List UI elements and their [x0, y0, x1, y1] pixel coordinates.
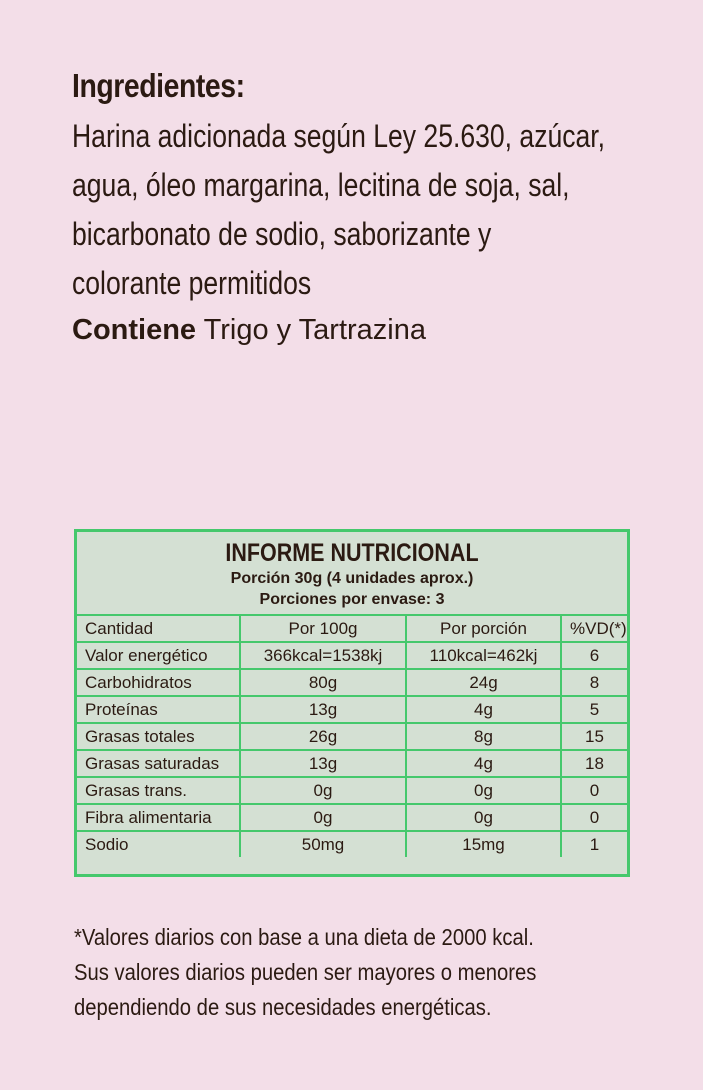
daily-value-percent: 6	[561, 642, 627, 669]
nutrient-name: Proteínas	[77, 696, 240, 723]
table-row	[77, 642, 627, 669]
footnote-line: dependiendo de sus necesidades energéticas.	[74, 994, 492, 1020]
per-serving-value: 8g	[406, 723, 561, 750]
per-serving-value: 15mg	[406, 831, 561, 857]
nutrition-facts-panel	[74, 529, 630, 877]
ingredients-line: colorante permitidos	[72, 265, 312, 301]
daily-value-percent: 0	[561, 777, 627, 804]
per-serving-value: 0g	[406, 777, 561, 804]
per-serving-value: 4g	[406, 750, 561, 777]
nutrient-name: Carbohidratos	[77, 669, 240, 696]
per-100g-value: 0g	[240, 777, 406, 804]
per-100g-value: 26g	[240, 723, 406, 750]
ingredients-line: Harina adicionada según Ley 25.630, azúcar,	[72, 118, 606, 154]
per-serving-value: 110kcal=462kj	[406, 642, 561, 669]
nutrition-title: INFORME NUTRICIONAL	[225, 539, 479, 567]
daily-value-percent: 18	[561, 750, 627, 777]
nutrient-name: Grasas totales	[77, 723, 240, 750]
daily-value-percent: 15	[561, 723, 627, 750]
per-100g-value: 0g	[240, 804, 406, 831]
nutrient-name: Grasas trans.	[77, 777, 240, 804]
column-header: Por porción	[406, 615, 561, 642]
per-100g-value: 50mg	[240, 831, 406, 857]
per-serving-value: 24g	[406, 669, 561, 696]
nutrient-name: Sodio	[77, 831, 240, 857]
daily-value-percent: 5	[561, 696, 627, 723]
ingredients-line: bicarbonato de sodio, saborizante y	[72, 216, 492, 252]
per-100g-value: 13g	[240, 750, 406, 777]
serving-size: Porción 30g (4 unidades aprox.)	[230, 570, 474, 587]
footnote-line: Sus valores diarios pueden ser mayores o menores	[74, 959, 537, 985]
daily-value-percent: 8	[561, 669, 627, 696]
table-row	[77, 696, 627, 723]
ingredients-list	[72, 112, 672, 308]
per-100g-value: 13g	[240, 696, 406, 723]
table-row	[77, 831, 627, 857]
column-header: Por 100g	[240, 615, 406, 642]
per-serving-value: 4g	[406, 696, 561, 723]
table-row	[77, 669, 627, 696]
table-header-row	[77, 615, 627, 642]
allergen-label: Contiene	[72, 314, 197, 346]
per-100g-value: 366kcal=1538kj	[240, 642, 406, 669]
table-row	[77, 777, 627, 804]
allergen-value: Trigo y Tartrazina	[196, 314, 427, 346]
per-serving-value: 0g	[406, 804, 561, 831]
nutrient-name: Fibra alimentaria	[77, 804, 240, 831]
allergen-statement	[72, 310, 672, 350]
daily-value-percent: 0	[561, 804, 627, 831]
nutrient-name: Grasas saturadas	[77, 750, 240, 777]
ingredients-line: agua, óleo margarina, lecitina de soja, sal,	[72, 167, 570, 203]
per-100g-value: 80g	[240, 669, 406, 696]
ingredients-section	[72, 66, 672, 350]
footnote-line: *Valores diarios con base a una dieta de 2000 kcal.	[74, 924, 534, 950]
column-header: Cantidad	[77, 615, 240, 642]
nutrition-table	[77, 614, 627, 857]
column-header: %VD(*)	[561, 615, 627, 642]
ingredients-title: Ingredientes:	[72, 67, 245, 104]
daily-value-percent: 1	[561, 831, 627, 857]
table-row	[77, 804, 627, 831]
nutrition-header	[77, 532, 627, 614]
servings-per-container: Porciones por envase: 3	[259, 591, 445, 608]
nutrient-name: Valor energético	[77, 642, 240, 669]
table-row	[77, 723, 627, 750]
table-row	[77, 750, 627, 777]
daily-value-footnote	[74, 920, 684, 1025]
